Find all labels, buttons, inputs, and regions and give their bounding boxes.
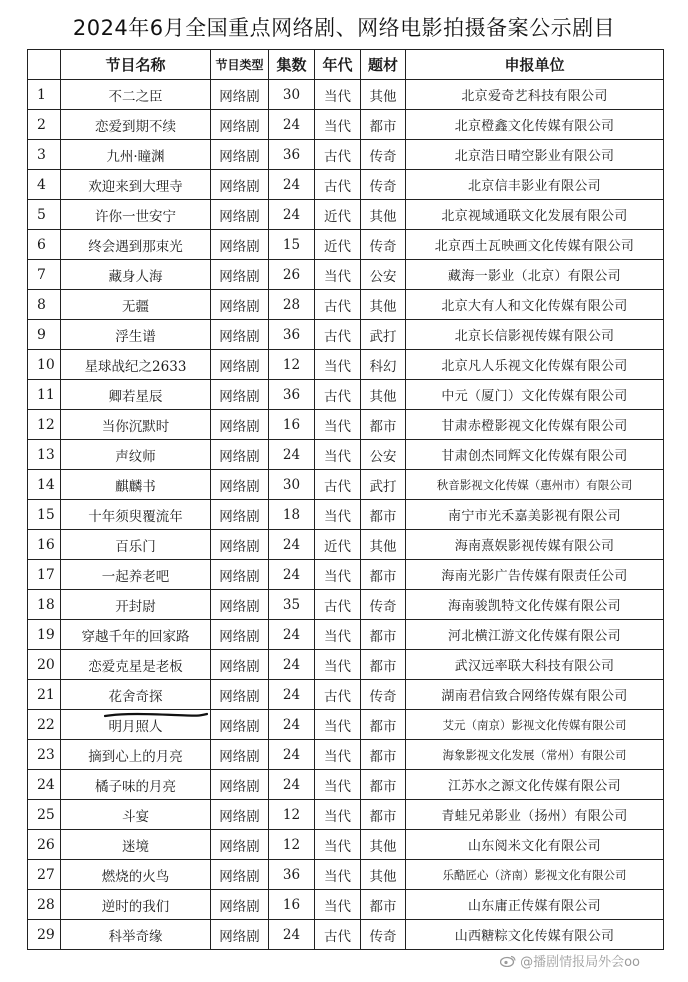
cell-name: 科举奇缘 xyxy=(61,920,211,950)
weibo-icon xyxy=(500,955,516,967)
cell-type: 网络剧 xyxy=(211,410,269,440)
cell-company: 山西糖粽文化传媒有限公司 xyxy=(406,920,664,950)
cell-company: 武汉远率联大科技有限公司 xyxy=(406,650,664,680)
cell-company: 北京浩日晴空影业有限公司 xyxy=(406,140,664,170)
cell-genre: 都市 xyxy=(361,770,406,800)
cell-genre: 武打 xyxy=(361,470,406,500)
cell-genre: 都市 xyxy=(361,650,406,680)
cell-type: 网络剧 xyxy=(211,770,269,800)
cell-era: 古代 xyxy=(315,320,361,350)
table-header-row xyxy=(28,50,664,80)
cell-name: 斗宴 xyxy=(61,800,211,830)
cell-era: 近代 xyxy=(315,230,361,260)
cell-genre: 都市 xyxy=(361,110,406,140)
cell-era: 古代 xyxy=(315,680,361,710)
table-row xyxy=(28,260,664,290)
cell-genre: 其他 xyxy=(361,380,406,410)
cell-company: 海象影视文化发展（常州）有限公司 xyxy=(406,740,664,770)
cell-episodes: 24 xyxy=(269,680,315,710)
cell-company: 海南光影广告传媒有限责任公司 xyxy=(406,560,664,590)
cell-company: 湖南君信致合网络传媒有限公司 xyxy=(406,680,664,710)
cell-era: 当代 xyxy=(315,560,361,590)
cell-name: 无疆 xyxy=(61,290,211,320)
cell-episodes: 24 xyxy=(269,170,315,200)
table-row xyxy=(28,440,664,470)
table-row xyxy=(28,920,664,950)
cell-company: 海南熹娱影视传媒有限公司 xyxy=(406,530,664,560)
cell-genre: 都市 xyxy=(361,560,406,590)
cell-episodes: 16 xyxy=(269,890,315,920)
cell-genre: 传奇 xyxy=(361,170,406,200)
table-row xyxy=(28,200,664,230)
cell-episodes: 24 xyxy=(269,920,315,950)
cell-type: 网络剧 xyxy=(211,860,269,890)
table-row xyxy=(28,170,664,200)
cell-type: 网络剧 xyxy=(211,830,269,860)
cell-name: 星球战纪之2633 xyxy=(61,350,211,380)
cell-name: 摘到心上的月亮 xyxy=(61,740,211,770)
table-row xyxy=(28,530,664,560)
cell-episodes: 28 xyxy=(269,290,315,320)
cell-episodes: 26 xyxy=(269,260,315,290)
cell-episodes: 36 xyxy=(269,860,315,890)
cell-genre: 传奇 xyxy=(361,230,406,260)
cell-type: 网络剧 xyxy=(211,140,269,170)
cell-type: 网络剧 xyxy=(211,320,269,350)
table-row xyxy=(28,470,664,500)
cell-name: 花舍奇探 xyxy=(61,680,211,710)
table-row xyxy=(28,830,664,860)
cell-type: 网络剧 xyxy=(211,110,269,140)
table-row xyxy=(28,110,664,140)
cell-name: 橘子味的月亮 xyxy=(61,770,211,800)
cell-name: 欢迎来到大理寺 xyxy=(61,170,211,200)
cell-era: 当代 xyxy=(315,110,361,140)
cell-episodes: 24 xyxy=(269,650,315,680)
cell-type: 网络剧 xyxy=(211,920,269,950)
cell-type: 网络剧 xyxy=(211,290,269,320)
page-title: 2024年6月全国重点网络剧、网络电影拍摄备案公示剧目 xyxy=(72,16,616,40)
table-body xyxy=(28,80,664,950)
cell-type: 网络剧 xyxy=(211,170,269,200)
cell-genre: 都市 xyxy=(361,740,406,770)
cell-type: 网络剧 xyxy=(211,650,269,680)
cell-era: 当代 xyxy=(315,770,361,800)
cell-type: 网络剧 xyxy=(211,440,269,470)
cell-index: 28 xyxy=(28,890,61,920)
cell-index: 14 xyxy=(28,470,61,500)
cell-company: 山东庸正传媒有限公司 xyxy=(406,890,664,920)
cell-era: 当代 xyxy=(315,830,361,860)
cell-era: 当代 xyxy=(315,80,361,110)
cell-name: 声纹师 xyxy=(61,440,211,470)
header-name: 节目名称 xyxy=(61,50,211,80)
cell-type: 网络剧 xyxy=(211,680,269,710)
cell-company: 甘肃赤橙影视文化传媒有限公司 xyxy=(406,410,664,440)
cell-type: 网络剧 xyxy=(211,200,269,230)
cell-name: 恋爱克星是老板 xyxy=(61,650,211,680)
cell-index: 13 xyxy=(28,440,61,470)
cell-name: 十年须臾覆流年 xyxy=(61,500,211,530)
cell-genre: 都市 xyxy=(361,620,406,650)
cell-company: 藏海一影业（北京）有限公司 xyxy=(406,260,664,290)
cell-type: 网络剧 xyxy=(211,380,269,410)
cell-type: 网络剧 xyxy=(211,350,269,380)
cell-index: 17 xyxy=(28,560,61,590)
cell-name: 恋爱到期不续 xyxy=(61,110,211,140)
cell-name: 终会遇到那束光 xyxy=(61,230,211,260)
cell-era: 当代 xyxy=(315,500,361,530)
cell-genre: 都市 xyxy=(361,410,406,440)
table-row xyxy=(28,800,664,830)
cell-name: 九州·瞳渊 xyxy=(61,140,211,170)
cell-era: 当代 xyxy=(315,440,361,470)
cell-era: 当代 xyxy=(315,350,361,380)
cell-era: 古代 xyxy=(315,290,361,320)
header-company: 申报单位 xyxy=(406,50,664,80)
header-index xyxy=(28,50,61,80)
cell-episodes: 36 xyxy=(269,320,315,350)
cell-genre: 其他 xyxy=(361,200,406,230)
cell-index: 5 xyxy=(28,200,61,230)
cell-episodes: 24 xyxy=(269,530,315,560)
cell-type: 网络剧 xyxy=(211,620,269,650)
cell-genre: 武打 xyxy=(361,320,406,350)
cell-name: 穿越千年的回家路 xyxy=(61,620,211,650)
cell-era: 近代 xyxy=(315,530,361,560)
cell-genre: 传奇 xyxy=(361,680,406,710)
cell-episodes: 24 xyxy=(269,710,315,740)
table-row xyxy=(28,80,664,110)
cell-company: 秋音影视文化传媒（惠州市）有限公司 xyxy=(406,470,664,500)
cell-genre: 公安 xyxy=(361,260,406,290)
cell-type: 网络剧 xyxy=(211,260,269,290)
cell-episodes: 24 xyxy=(269,740,315,770)
table-row xyxy=(28,770,664,800)
cell-company: 北京西土瓦映画文化传媒有限公司 xyxy=(406,230,664,260)
cell-company: 青蛙兄弟影业（扬州）有限公司 xyxy=(406,800,664,830)
cell-index: 4 xyxy=(28,170,61,200)
cell-episodes: 24 xyxy=(269,200,315,230)
cell-company: 北京爱奇艺科技有限公司 xyxy=(406,80,664,110)
cell-episodes: 30 xyxy=(269,470,315,500)
table-row xyxy=(28,410,664,440)
cell-era: 当代 xyxy=(315,410,361,440)
cell-name: 不二之臣 xyxy=(61,80,211,110)
table-row xyxy=(28,620,664,650)
cell-era: 古代 xyxy=(315,170,361,200)
cell-index: 19 xyxy=(28,620,61,650)
cell-episodes: 24 xyxy=(269,620,315,650)
cell-index: 22 xyxy=(28,710,61,740)
cell-company: 北京橙鑫文化传媒有限公司 xyxy=(406,110,664,140)
cell-episodes: 36 xyxy=(269,380,315,410)
cell-index: 6 xyxy=(28,230,61,260)
table-row xyxy=(28,680,664,710)
cell-company: 北京凡人乐视文化传媒有限公司 xyxy=(406,350,664,380)
cell-episodes: 15 xyxy=(269,230,315,260)
cell-company: 北京视域通联文化发展有限公司 xyxy=(406,200,664,230)
header-era: 年代 xyxy=(315,50,361,80)
cell-name: 当你沉默时 xyxy=(61,410,211,440)
cell-name: 明月照人 xyxy=(61,710,211,740)
cell-name: 迷境 xyxy=(61,830,211,860)
cell-genre: 都市 xyxy=(361,500,406,530)
cell-genre: 都市 xyxy=(361,800,406,830)
table-row xyxy=(28,500,664,530)
cell-index: 10 xyxy=(28,350,61,380)
cell-index: 23 xyxy=(28,740,61,770)
table-row xyxy=(28,650,664,680)
cell-type: 网络剧 xyxy=(211,560,269,590)
cell-episodes: 12 xyxy=(269,350,315,380)
cell-episodes: 16 xyxy=(269,410,315,440)
cell-era: 当代 xyxy=(315,260,361,290)
table-row xyxy=(28,140,664,170)
watermark xyxy=(500,951,640,970)
cell-episodes: 36 xyxy=(269,140,315,170)
cell-index: 27 xyxy=(28,860,61,890)
header-type: 节目类型 xyxy=(211,50,269,80)
cell-company: 甘肃创杰同辉文化传媒有限公司 xyxy=(406,440,664,470)
table-row xyxy=(28,230,664,260)
cell-episodes: 24 xyxy=(269,440,315,470)
cell-era: 古代 xyxy=(315,590,361,620)
cell-episodes: 12 xyxy=(269,800,315,830)
cell-index: 3 xyxy=(28,140,61,170)
cell-type: 网络剧 xyxy=(211,590,269,620)
cell-episodes: 35 xyxy=(269,590,315,620)
cell-genre: 公安 xyxy=(361,440,406,470)
cell-company: 山东阅米文化有限公司 xyxy=(406,830,664,860)
cell-company: 河北横江游文化传媒有限公司 xyxy=(406,620,664,650)
cell-index: 12 xyxy=(28,410,61,440)
cell-index: 11 xyxy=(28,380,61,410)
cell-company: 北京长信影视传媒有限公司 xyxy=(406,320,664,350)
cell-index: 15 xyxy=(28,500,61,530)
cell-genre: 传奇 xyxy=(361,920,406,950)
table-row xyxy=(28,380,664,410)
cell-type: 网络剧 xyxy=(211,800,269,830)
cell-company: 江苏水之源文化传媒有限公司 xyxy=(406,770,664,800)
cell-company: 南宁市光禾嘉美影视有限公司 xyxy=(406,500,664,530)
cell-type: 网络剧 xyxy=(211,890,269,920)
cell-type: 网络剧 xyxy=(211,710,269,740)
cell-genre: 其他 xyxy=(361,290,406,320)
cell-index: 25 xyxy=(28,800,61,830)
cell-episodes: 12 xyxy=(269,830,315,860)
cell-era: 近代 xyxy=(315,200,361,230)
table-row xyxy=(28,560,664,590)
cell-index: 1 xyxy=(28,80,61,110)
cell-era: 当代 xyxy=(315,620,361,650)
cell-name: 卿若星辰 xyxy=(61,380,211,410)
cell-type: 网络剧 xyxy=(211,500,269,530)
cell-name: 开封尉 xyxy=(61,590,211,620)
cell-name: 百乐门 xyxy=(61,530,211,560)
cell-index: 18 xyxy=(28,590,61,620)
cell-genre: 都市 xyxy=(361,890,406,920)
table-row xyxy=(28,710,664,740)
cell-genre: 其他 xyxy=(361,530,406,560)
cell-episodes: 18 xyxy=(269,500,315,530)
cell-company: 北京信丰影业有限公司 xyxy=(406,170,664,200)
cell-company: 中元（厦门）文化传媒有限公司 xyxy=(406,380,664,410)
cell-index: 2 xyxy=(28,110,61,140)
cell-name: 逆时的我们 xyxy=(61,890,211,920)
cell-name: 藏身人海 xyxy=(61,260,211,290)
cell-index: 21 xyxy=(28,680,61,710)
cell-era: 当代 xyxy=(315,710,361,740)
cell-name: 燃烧的火鸟 xyxy=(61,860,211,890)
cell-episodes: 30 xyxy=(269,80,315,110)
cell-era: 当代 xyxy=(315,740,361,770)
cell-genre: 都市 xyxy=(361,710,406,740)
cell-type: 网络剧 xyxy=(211,80,269,110)
cell-type: 网络剧 xyxy=(211,530,269,560)
cell-genre: 其他 xyxy=(361,80,406,110)
cell-era: 古代 xyxy=(315,140,361,170)
cell-index: 26 xyxy=(28,830,61,860)
cell-index: 20 xyxy=(28,650,61,680)
watermark-text: @播剧情报局外会oo xyxy=(520,955,640,970)
cell-era: 当代 xyxy=(315,860,361,890)
cell-genre: 其他 xyxy=(361,860,406,890)
cell-episodes: 24 xyxy=(269,770,315,800)
cell-company: 北京大有人和文化传媒有限公司 xyxy=(406,290,664,320)
cell-index: 8 xyxy=(28,290,61,320)
table-row xyxy=(28,590,664,620)
table-row xyxy=(28,290,664,320)
cell-era: 当代 xyxy=(315,890,361,920)
table-row xyxy=(28,890,664,920)
filing-table xyxy=(27,49,664,950)
cell-era: 古代 xyxy=(315,470,361,500)
cell-company: 海南骏凯特文化传媒有限公司 xyxy=(406,590,664,620)
header-genre: 题材 xyxy=(361,50,406,80)
cell-company: 艾元（南京）影视文化传媒有限公司 xyxy=(406,710,664,740)
cell-index: 29 xyxy=(28,920,61,950)
cell-index: 24 xyxy=(28,770,61,800)
cell-index: 7 xyxy=(28,260,61,290)
cell-episodes: 24 xyxy=(269,560,315,590)
cell-type: 网络剧 xyxy=(211,740,269,770)
table-row xyxy=(28,350,664,380)
cell-genre: 科幻 xyxy=(361,350,406,380)
cell-episodes: 24 xyxy=(269,110,315,140)
cell-company: 乐酷匠心（济南）影视文化有限公司 xyxy=(406,860,664,890)
cell-genre: 传奇 xyxy=(361,140,406,170)
table-row xyxy=(28,320,664,350)
cell-name: 麒麟书 xyxy=(61,470,211,500)
cell-name: 许你一世安宁 xyxy=(61,200,211,230)
cell-era: 古代 xyxy=(315,920,361,950)
cell-era: 当代 xyxy=(315,650,361,680)
cell-index: 16 xyxy=(28,530,61,560)
cell-era: 当代 xyxy=(315,800,361,830)
cell-type: 网络剧 xyxy=(211,470,269,500)
header-episodes: 集数 xyxy=(269,50,315,80)
cell-index: 9 xyxy=(28,320,61,350)
table-row xyxy=(28,740,664,770)
cell-genre: 传奇 xyxy=(361,590,406,620)
cell-era: 古代 xyxy=(315,380,361,410)
cell-type: 网络剧 xyxy=(211,230,269,260)
cell-name: 浮生谱 xyxy=(61,320,211,350)
table-row xyxy=(28,860,664,890)
cell-name: 一起养老吧 xyxy=(61,560,211,590)
cell-genre: 其他 xyxy=(361,830,406,860)
